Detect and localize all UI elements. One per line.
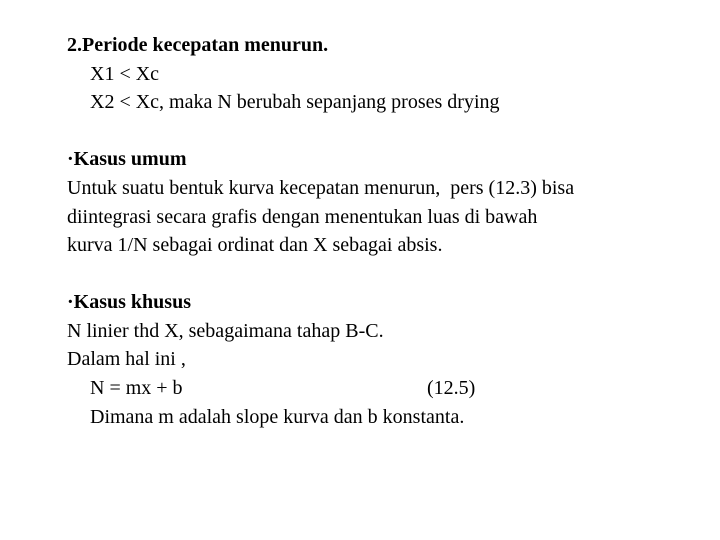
kasus-umum-line-3: kurva 1/N sebagai ordinat dan X sebagai absis.: [67, 234, 443, 256]
section-heading-periode: 2.Periode kecepatan menurun.: [67, 34, 329, 56]
kasus-khusus-heading: ·Kasus khusus: [67, 291, 191, 313]
kasus-khusus-line-2: Dalam hal ini ,: [67, 348, 186, 370]
equation-number: (12.5): [427, 377, 476, 399]
kasus-khusus-line-1: N linier thd X, sebagaimana tahap B-C.: [67, 320, 384, 342]
kasus-umum-heading: ·Kasus umum: [67, 148, 187, 170]
kasus-umum-line-1: Untuk suatu bentuk kurva kecepatan menurun, pers (12.3) bisa: [67, 177, 575, 199]
equation-explanation: Dimana m adalah slope kurva dan b konstanta.: [90, 406, 465, 428]
kasus-umum-line-2: diintegrasi secara grafis dengan menentukan luas di bawah: [67, 206, 538, 228]
condition-x1: X1 < Xc: [90, 63, 160, 85]
condition-x2: X2 < Xc, maka N berubah sepanjang proses drying: [90, 91, 500, 113]
equation: N = mx + b: [90, 377, 183, 399]
